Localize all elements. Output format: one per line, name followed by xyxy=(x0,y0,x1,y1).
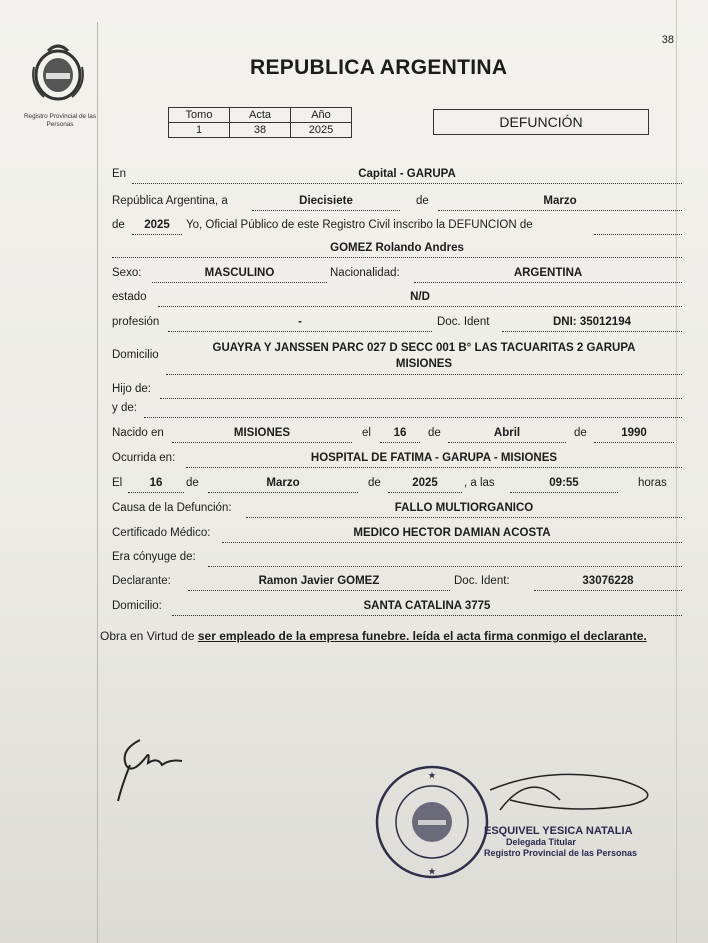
row-en xyxy=(112,166,682,186)
tomo-value: 1 xyxy=(169,123,230,138)
de-label: de xyxy=(416,195,429,207)
month-text: Marzo xyxy=(543,195,577,207)
ocurrida-value: HOSPITAL DE FATIMA - GARUPA - MISIONES xyxy=(310,452,558,464)
conyuge-label: Era cónyuge de: xyxy=(112,551,196,563)
domicilio2-value: SANTA CATALINA 3775 xyxy=(363,600,491,612)
row-domicilio2 xyxy=(112,598,682,618)
row-year xyxy=(112,217,682,237)
doc-label: Doc. Ident xyxy=(437,316,490,328)
de6-label: de xyxy=(368,477,381,489)
ano-header: Año xyxy=(291,108,352,123)
row-causa xyxy=(112,500,682,520)
nacionalidad-value: ARGENTINA xyxy=(513,267,583,279)
page-number: 38 xyxy=(661,34,674,46)
row-nacido xyxy=(112,425,682,445)
birth-year: 1990 xyxy=(621,427,647,439)
en-value: Capital - GARUPA xyxy=(358,168,456,180)
row-estado xyxy=(112,289,682,309)
estado-value: N/D xyxy=(410,291,430,303)
death-day: 16 xyxy=(149,477,163,489)
margin-rule xyxy=(97,22,98,943)
nacido-label: Nacido en xyxy=(112,427,164,439)
row-certificado xyxy=(112,525,682,545)
official-org: Registro Provincial de las Personas xyxy=(484,848,638,858)
doc-value: DNI: 35012194 xyxy=(553,316,631,328)
row-ocurrida xyxy=(112,450,682,470)
row-domicilio xyxy=(112,339,682,379)
domicilio2-label: Domicilio: xyxy=(112,600,162,612)
hijo-label: Hijo de: xyxy=(112,383,151,395)
page-edge xyxy=(676,0,677,943)
row-yde xyxy=(112,400,682,420)
el2-label: El xyxy=(112,477,123,489)
el-label: el xyxy=(362,427,371,439)
domicilio-line1: GUAYRA Y JANSSEN PARC 027 D SECC 001 B° LAS TACUARITAS 2 GARUPA xyxy=(212,342,636,354)
row-profesion xyxy=(112,314,682,334)
obra-value: ser empleado de la empresa funebre. leída el acta firma conmigo el declarante. xyxy=(197,629,647,643)
page-title: REPUBLICA ARGENTINA xyxy=(250,56,508,79)
domicilio-line2: MISIONES xyxy=(395,358,453,370)
profesion-label: profesión xyxy=(112,316,160,328)
obra-label: Obra en Virtud de xyxy=(100,629,195,643)
official-signature-icon xyxy=(470,760,670,820)
republica-label: República Argentina, a xyxy=(112,195,228,207)
registry-name: Registro Provincial de las Personas xyxy=(23,113,97,128)
official-stamp xyxy=(484,826,637,859)
en-label: En xyxy=(112,168,127,180)
nacido-value: MISIONES xyxy=(233,427,291,439)
row-declarante xyxy=(112,573,682,593)
row-conyuge xyxy=(112,549,682,569)
death-year: 2025 xyxy=(412,477,438,489)
coat-of-arms-icon xyxy=(26,37,90,105)
row-republica xyxy=(112,193,682,213)
doc2-value: 33076228 xyxy=(582,575,634,587)
obra-note xyxy=(100,628,665,644)
declarant-signature-icon xyxy=(112,735,192,805)
certificado-value: MEDICO HECTOR DAMIAN ACOSTA xyxy=(353,527,551,539)
sexo-label: Sexo: xyxy=(112,267,142,279)
inscribo-text: Yo, Oficial Público de este Registro Civil inscribo la DEFUNCION de xyxy=(186,219,533,231)
declarante-value: Ramon Javier GOMEZ xyxy=(258,575,380,587)
birth-month: Abril xyxy=(493,427,521,439)
official-role: Delegada Titular xyxy=(506,837,576,847)
tomo-header: Tomo xyxy=(169,108,230,123)
sexo-value: MASCULINO xyxy=(204,267,275,279)
domicilio-label: Domicilio xyxy=(112,349,159,361)
year-value: 2025 xyxy=(144,219,170,231)
de3-label: de xyxy=(428,427,441,439)
death-month: Marzo xyxy=(266,477,300,489)
causa-value: FALLO MULTIORGANICO xyxy=(394,502,534,514)
book-table xyxy=(168,107,352,138)
declarante-label: Declarante: xyxy=(112,575,171,587)
birth-day: 16 xyxy=(393,427,407,439)
acta-value: 38 xyxy=(230,123,291,138)
deceased-name: GOMEZ Rolando Andres xyxy=(330,242,464,254)
row-name xyxy=(112,240,682,260)
death-time: 09:55 xyxy=(549,477,579,489)
row-death-date xyxy=(112,475,682,495)
nacionalidad-label: Nacionalidad: xyxy=(330,267,400,279)
ocurrida-label: Ocurrida en: xyxy=(112,452,176,464)
causa-label: Causa de la Defunción: xyxy=(112,502,232,514)
official-name: ESQUIVEL YESICA NATALIA xyxy=(484,825,633,837)
estado-label: estado xyxy=(112,291,147,303)
certificado-label: Certificado Médico: xyxy=(112,527,211,539)
de4-label: de xyxy=(574,427,587,439)
ano-value: 2025 xyxy=(291,123,352,138)
de2-label: de xyxy=(112,219,125,231)
profesion-value: - xyxy=(298,316,302,328)
row-sexo xyxy=(112,265,682,285)
horas-label: horas xyxy=(638,477,667,489)
de5-label: de xyxy=(186,477,199,489)
record-type: DEFUNCIÓN xyxy=(433,109,649,135)
yde-label: y de: xyxy=(112,402,137,414)
day-text: Diecisiete xyxy=(299,195,353,207)
doc2-label: Doc. Ident: xyxy=(454,575,510,587)
acta-header: Acta xyxy=(230,108,291,123)
svg-text:★: ★ xyxy=(428,771,436,780)
row-hijo xyxy=(112,381,682,401)
alas-label: , a las xyxy=(464,477,495,489)
svg-text:★: ★ xyxy=(428,867,436,876)
